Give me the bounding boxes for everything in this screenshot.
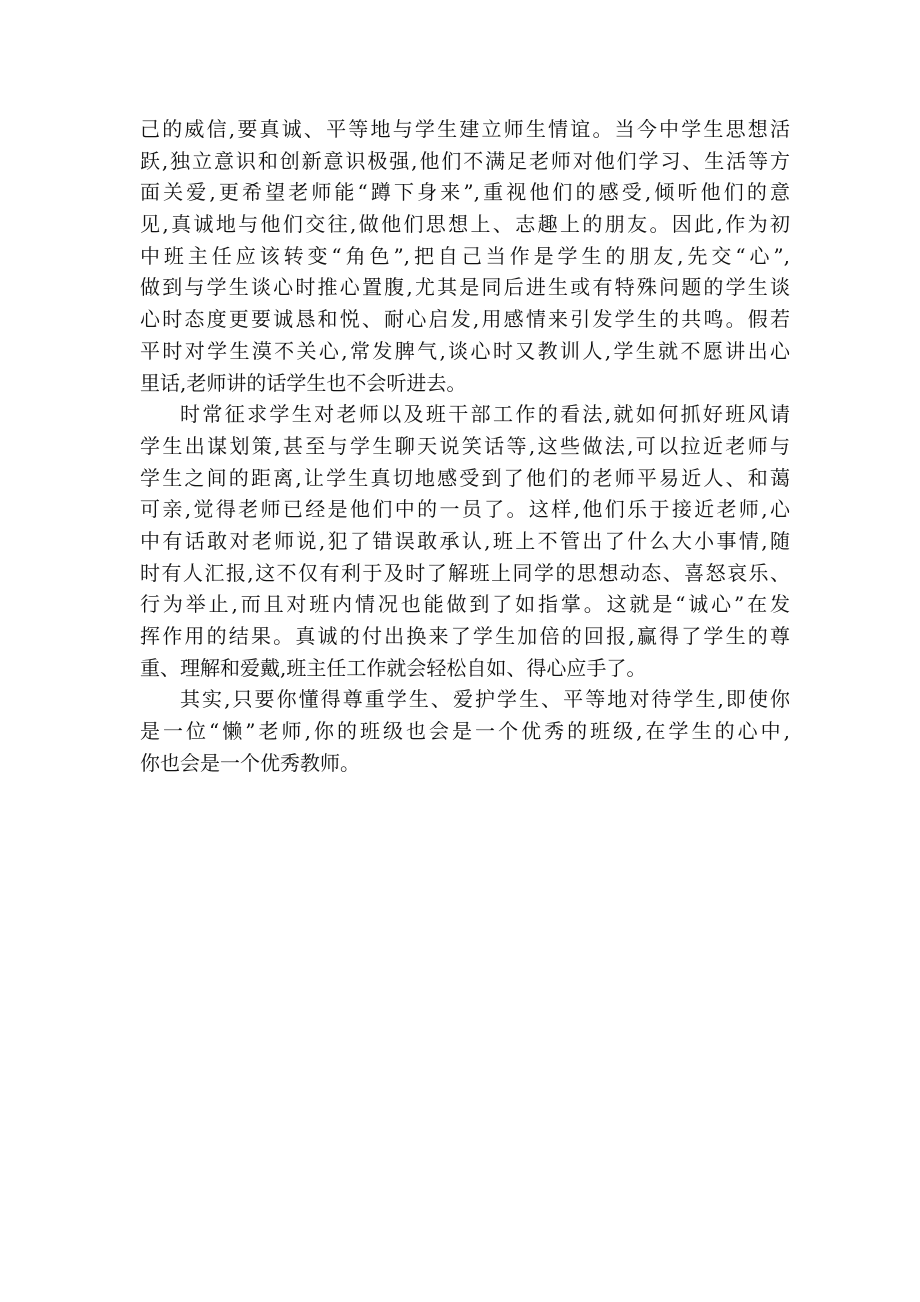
- paragraph-2-line-7: 行为举止,而且对班内情况也能做到了如指掌。这就是“诚心”在发: [140, 592, 790, 617]
- paragraph-1-line-1: 己的威信,要真诚、平等地与学生建立师生情谊。当今中学生思想活: [140, 117, 790, 141]
- paragraph-1-line-9: 里话,老师讲的话学生也不会听进去。: [140, 370, 467, 395]
- paragraph-2-line-6: 时有人汇报,这不仅有利于及时了解班上同学的思想动态、喜怒哀乐、: [140, 560, 790, 585]
- paragraph-3-line-1: 其实,只要你懂得尊重学生、爱护学生、平等地对待学生,即使你: [180, 687, 790, 712]
- paragraph-2-line-1: 时常征求学生对老师以及班干部工作的看法,就如何抓好班风请: [180, 402, 790, 427]
- paragraph-1-line-8: 平时对学生漠不关心,常发脾气,谈心时又教训人,学生就不愿讲出心: [140, 338, 790, 363]
- paragraph-1-line-3: 面关爱,更希望老师能“蹲下身来”,重视他们的感受,倾听他们的意: [140, 180, 790, 205]
- paragraph-2-line-2: 学生出谋划策,甚至与学生聊天说笑话等,这些做法,可以拉近老师与: [140, 433, 790, 458]
- paragraph-1-line-4: 见,真诚地与他们交往,做他们思想上、志趣上的朋友。因此,作为初: [140, 212, 790, 237]
- paragraph-1-line-2: 跃,独立意识和创新意识极强,他们不满足老师对他们学习、生活等方: [140, 148, 790, 173]
- paragraph-2-line-4: 可亲,觉得老师已经是他们中的一员了。这样,他们乐于接近老师,心: [140, 497, 790, 522]
- body-text: [140, 114, 790, 779]
- paragraph-3-line-2: 是一位“懒”老师,你的班级也会是一个优秀的班级,在学生的心中,: [140, 719, 790, 744]
- paragraph-1-line-5: 中班主任应该转变“角色”,把自己当作是学生的朋友,先交“心”,: [140, 243, 790, 268]
- paragraph-1-line-7: 心时态度更要诚恳和悦、耐心启发,用感情来引发学生的共鸣。假若: [140, 307, 790, 332]
- paragraph-2-line-5: 中有话敢对老师说,犯了错误敢承认,班上不管出了什么大小事情,随: [140, 528, 790, 553]
- paragraph-1-line-6: 做到与学生谈心时推心置腹,尤其是同后进生或有特殊问题的学生谈: [140, 275, 790, 300]
- paragraph-2-line-9: 重、理解和爱戴,班主任工作就会轻松自如、得心应手了。: [140, 655, 647, 680]
- paragraph-2-line-3: 学生之间的距离,让学生真切地感受到了他们的老师平易近人、和蔼: [140, 465, 790, 490]
- paragraph-2-line-8: 挥作用的结果。真诚的付出换来了学生加倍的回报,赢得了学生的尊: [140, 624, 790, 648]
- paragraph-3-line-3: 你也会是一个优秀教师。: [140, 750, 360, 775]
